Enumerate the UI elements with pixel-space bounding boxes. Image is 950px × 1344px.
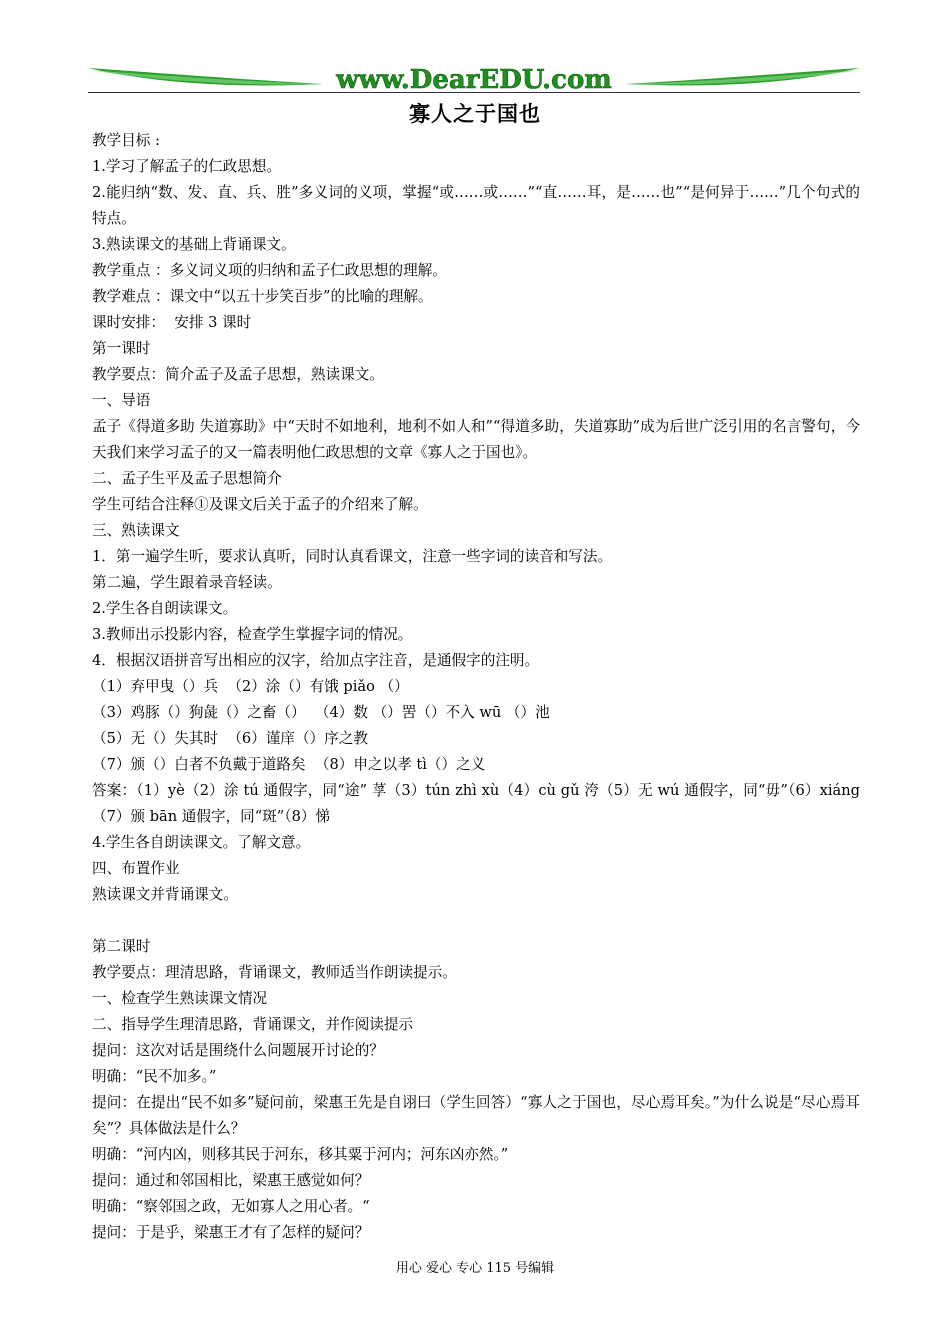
body-line: 1．第一遍学生听，要求认真听，同时认真看课文，注意一些字词的读音和写法。 — [92, 548, 613, 565]
body-line: 第二课时 — [92, 938, 151, 955]
document-title: 寡人之于国也 — [409, 102, 541, 126]
body-line: 三、熟读课文 — [92, 522, 180, 539]
body-line: 第二遍，学生跟着录音轻读。 — [92, 574, 282, 591]
body-line: 提问：这次对话是围绕什么问题展开讨论的？ — [92, 1042, 384, 1059]
blank-line — [92, 908, 860, 934]
body-line: 1.学习了解孟子的仁政思想。 — [92, 158, 282, 175]
body-line: 二、指导学生理清思路，背诵课文，并作阅读提示 — [92, 1016, 414, 1033]
body-line: 提问：在提出“民不如多”疑问前，梁惠王先是自诩曰（学生回答）“寡人之于国也，尽心焉耳矣。”为什么说是“尽心焉耳矣”？具体做法是什么？ — [92, 1094, 860, 1137]
body-line: 四、布置作业 — [92, 860, 180, 877]
body-line: 3.熟读课文的基础上背诵课文。 — [92, 236, 296, 253]
body-line: 3.教师出示投影内容，检查学生掌握字词的情况。 — [92, 626, 413, 643]
body-line: （5）无（）失其时 （6）谨庠（）序之教 — [92, 730, 368, 747]
body-line: 明确：“察邻国之政，无如寡人之用心者。“ — [92, 1198, 370, 1215]
body-line: 4．根据汉语拼音写出相应的汉字，给加点字注音，是通假字的注明。 — [92, 652, 540, 669]
site-banner — [88, 62, 860, 96]
body-line: 2.能归纳“数、发、直、兵、胜”多义词的义项，掌握“或……或……”“直……耳，是……也”“是何异于……”几个句式的特点。 — [92, 184, 860, 227]
body-line: 第一课时 — [92, 340, 151, 357]
body-line: 孟子《得道多助 失道寡助》中“天时不如地利，地利不如人和”“得道多助，失道寡助”成为后世广泛引用的名言警句，今天我们来学习孟子的又一篇表明他仁政思想的文章《寡人之于国也》。 — [92, 418, 860, 461]
body-line: （3）鸡豚（）狗彘（）之畜（） （4）数 （）罟（）不入 wū （）池 — [92, 704, 550, 721]
body-line: 2.学生各自朗读课文。 — [92, 600, 238, 617]
document-body — [92, 128, 860, 1246]
body-line: 提问：通过和邻国相比，梁惠王感觉如何？ — [92, 1172, 370, 1189]
site-logo-text: www.DearEDU.com — [336, 65, 612, 95]
header-rule — [88, 92, 860, 93]
body-line: （7）颁（）白者不负戴于道路矣 （8）申之以孝 tì（）之义 — [92, 756, 486, 773]
body-line: 熟读课文并背诵课文。 — [92, 886, 238, 903]
body-line: 学生可结合注释①及课文后关于孟子的介绍来了解。 — [92, 496, 428, 513]
body-line: 答案：（1）yè（2）涂 tú 通假字，同“途” 莩（3）tún zhì xù（4）cù gǔ 洿（5）无 wú 通假字，同“毋”（6）xiáng（7）颁 bān 通假字，同“斑”（8）悌 — [92, 782, 860, 825]
page-footer: 用心 爱心 专心 115 号编辑 — [395, 1261, 555, 1276]
body-line: 提问：于是乎，梁惠王才有了怎样的疑问？ — [92, 1224, 370, 1241]
body-line: 一、检查学生熟读课文情况 — [92, 990, 268, 1007]
body-line: （1）弃甲曳（）兵 （2）涂（）有饿 piǎo （） — [92, 678, 409, 695]
body-line: 课时安排： 安排 3 课时 — [92, 314, 252, 331]
body-line: 教学要点：简介孟子及孟子思想，熟读课文。 — [92, 366, 384, 383]
body-line: 明确：“河内凶，则移其民于河东，移其粟于河内；河东凶亦然。” — [92, 1146, 509, 1163]
body-line: 教学目标 : — [92, 132, 160, 149]
body-line: 教学难点 ：课文中“以五十步笑百步”的比喻的理解。 — [92, 288, 433, 305]
body-line: 二、孟子生平及孟子思想简介 — [92, 470, 282, 487]
body-line: 教学重点 ：多义词义项的归纳和孟子仁政思想的理解。 — [92, 262, 447, 279]
body-line: 明确：“民不加多。” — [92, 1068, 217, 1085]
body-line: 一、导语 — [92, 392, 151, 409]
body-line: 教学要点：理清思路，背诵课文，教师适当作朗读提示。 — [92, 964, 457, 981]
body-line: 4.学生各自朗读课文。了解文意。 — [92, 834, 311, 851]
